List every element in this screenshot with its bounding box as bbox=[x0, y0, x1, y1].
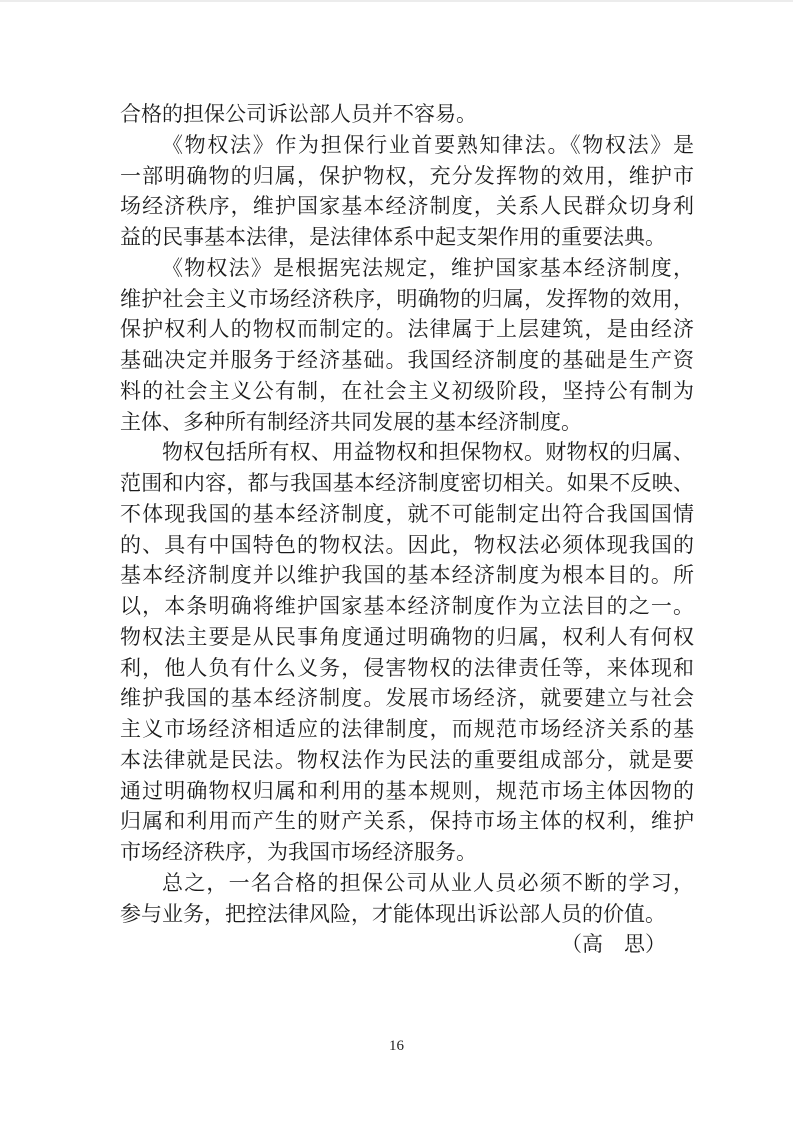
text-line: 通过明确物权归属和利用的基本规则，规范市场主体因物的 bbox=[120, 778, 694, 803]
page-number: 16 bbox=[389, 1038, 404, 1054]
text-line: 主义市场经济相适应的法律制度，而规范市场经济关系的基 bbox=[120, 717, 694, 741]
text-line: 以，本条明确将维护国家基本经济制度作为立法目的之一。 bbox=[120, 594, 694, 618]
text-line: 益的民事基本法律，是法律体系中起支架作用的重要法典。 bbox=[120, 225, 666, 249]
text-line: 总之，一名合格的担保公司从业人员必须不断的学习， bbox=[162, 870, 694, 895]
text-line: 料的社会主义公有制，在社会主义初级阶段，坚持公有制为 bbox=[120, 378, 694, 403]
paragraph bbox=[120, 130, 694, 253]
author-signature: （高 思） bbox=[561, 932, 666, 957]
text-line: 维护社会主义市场经济秩序，明确物的归属，发挥物的效用， bbox=[120, 286, 694, 311]
text-line: 本法律就是民法。物权法作为民法的重要组成部分，就是要 bbox=[120, 747, 694, 772]
text-line: 物权包括所有权、用益物权和担保物权。财物权的归属、 bbox=[162, 440, 694, 465]
paragraph bbox=[120, 99, 694, 130]
text-line: 利，他人负有什么义务，侵害物权的法律责任等，来体现和 bbox=[120, 655, 694, 680]
paragraph bbox=[120, 253, 694, 438]
text-line: 物权法主要是从民事角度通过明确物的归属，权利人有何权 bbox=[120, 624, 694, 649]
text-line: 《物权法》作为担保行业首要熟知律法。《物权法》是 bbox=[162, 132, 694, 157]
text-line: 的、具有中国特色的物权法。因此，物权法必须体现我国的 bbox=[120, 532, 694, 557]
text-block bbox=[120, 99, 694, 960]
text-line: 《物权法》是根据宪法规定，维护国家基本经济制度， bbox=[162, 255, 694, 280]
text-line: 基础决定并服务于经济基础。我国经济制度的基础是生产资 bbox=[120, 348, 694, 372]
text-line: 场经济秩序，维护国家基本经济制度，关系人民群众切身利 bbox=[120, 194, 694, 219]
text-line: 范围和内容，都与我国基本经济制度密切相关。如果不反映、 bbox=[120, 471, 694, 495]
text-line: 归属和利用而产生的财产关系，保持市场主体的权利，维护 bbox=[120, 809, 694, 834]
text-line: 保护权利人的物权而制定的。法律属于上层建筑，是由经济 bbox=[120, 317, 694, 342]
text-line: 参与业务，把控法律风险，才能体现出诉讼部人员的价值。 bbox=[120, 901, 666, 926]
text-line: 主体、多种所有制经济共同发展的基本经济制度。 bbox=[120, 409, 582, 434]
text-line: 一部明确物的归属，保护物权，充分发挥物的效用，维护市 bbox=[120, 163, 694, 188]
page-body bbox=[120, 99, 694, 929]
text-line: 维护我国的基本经济制度。发展市场经济，就要建立与社会 bbox=[120, 686, 694, 711]
text-line: 基本经济制度并以维护我国的基本经济制度为根本目的。所 bbox=[120, 563, 694, 588]
paragraph bbox=[120, 437, 694, 868]
text-line: 合格的担保公司诉讼部人员并不容易。 bbox=[120, 102, 477, 126]
text-line: 不体现我国的基本经济制度，就不可能制定出符合我国国情 bbox=[120, 501, 694, 526]
paragraph bbox=[120, 868, 694, 930]
text-line: 市场经济秩序，为我国市场经济服务。 bbox=[120, 840, 477, 864]
